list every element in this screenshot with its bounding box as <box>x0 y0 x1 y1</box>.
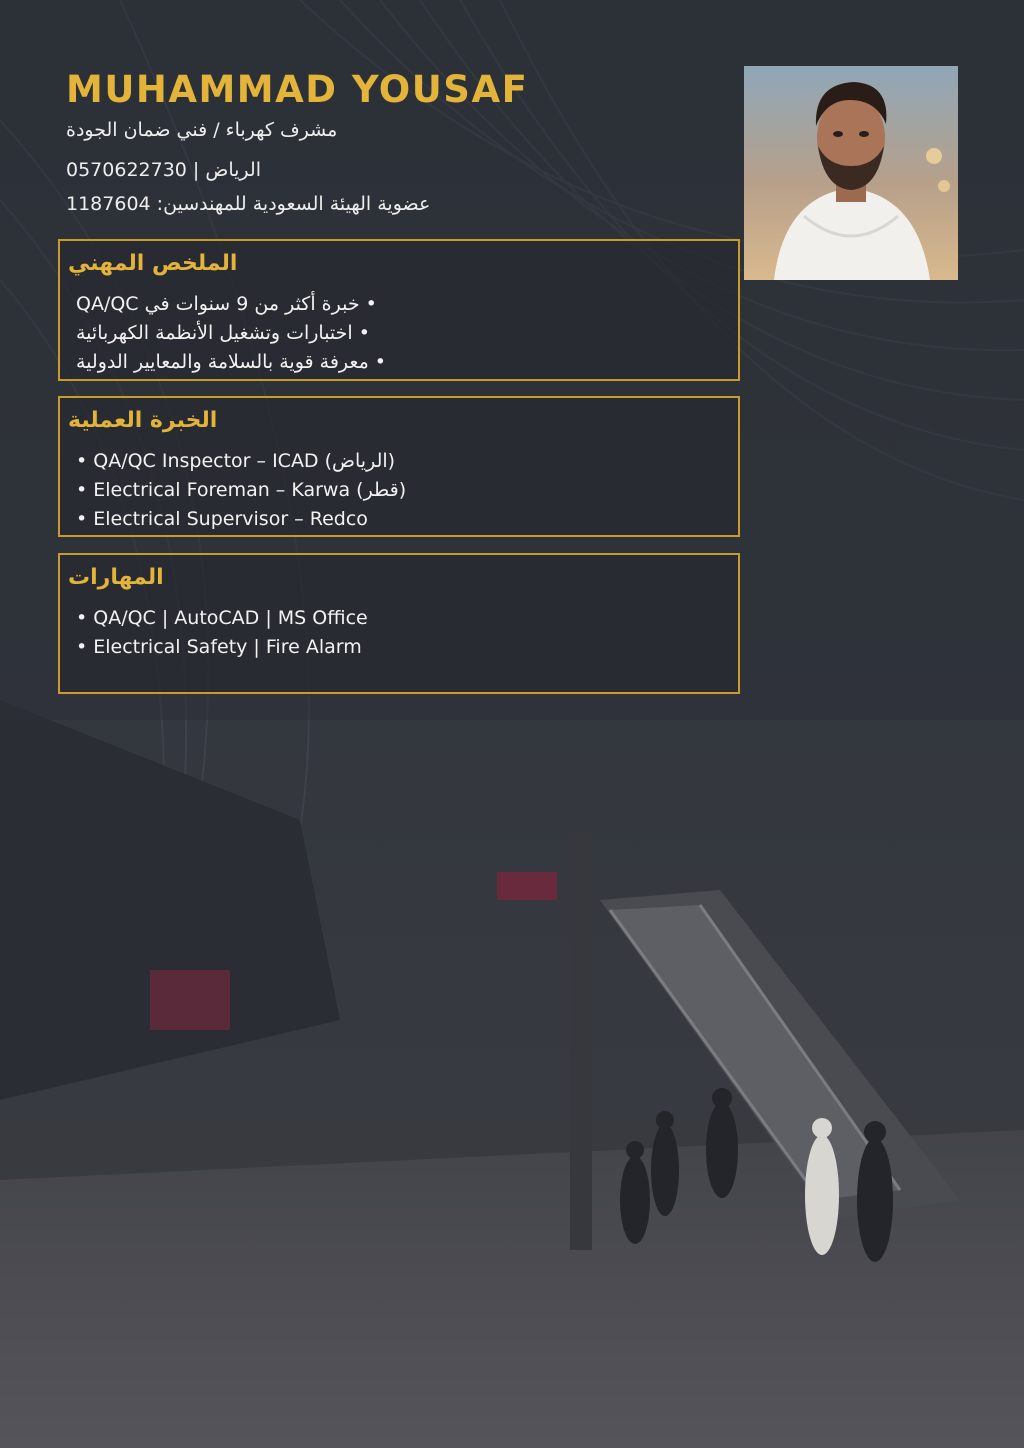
contact-line: الرياض | 0570622730 <box>66 159 261 181</box>
skills-section <box>58 553 740 694</box>
summary-title: الملخص المهني <box>68 251 238 276</box>
summary-item: QA/QC خبرة أكثر من 9 سنوات في • <box>76 293 377 315</box>
experience-title: الخبرة العملية <box>68 408 218 433</box>
experience-item: • Electrical Supervisor – Redco <box>76 508 368 530</box>
summary-item: اختبارات وتشغيل الأنظمة الكهربائية • <box>76 322 370 344</box>
summary-item: معرفة قوية بالسلامة والمعايير الدولية • <box>76 351 387 373</box>
experience-item: • Electrical Foreman – Karwa (قطر) <box>76 479 407 501</box>
profile-photo <box>744 66 958 280</box>
skills-item: • Electrical Safety | Fire Alarm <box>76 636 362 658</box>
skills-item: • QA/QC | AutoCAD | MS Office <box>76 607 368 629</box>
experience-section <box>58 396 740 537</box>
experience-item: • QA/QC Inspector – ICAD (الرياض) <box>76 450 396 472</box>
summary-section <box>58 239 740 381</box>
membership-line: عضوية الهيئة السعودية للمهندسين: 1187604 <box>66 193 431 215</box>
job-title: مشرف كهرباء / فني ضمان الجودة <box>66 119 338 141</box>
skills-title: المهارات <box>68 565 164 590</box>
candidate-name: MUHAMMAD YOUSAF <box>66 68 529 111</box>
